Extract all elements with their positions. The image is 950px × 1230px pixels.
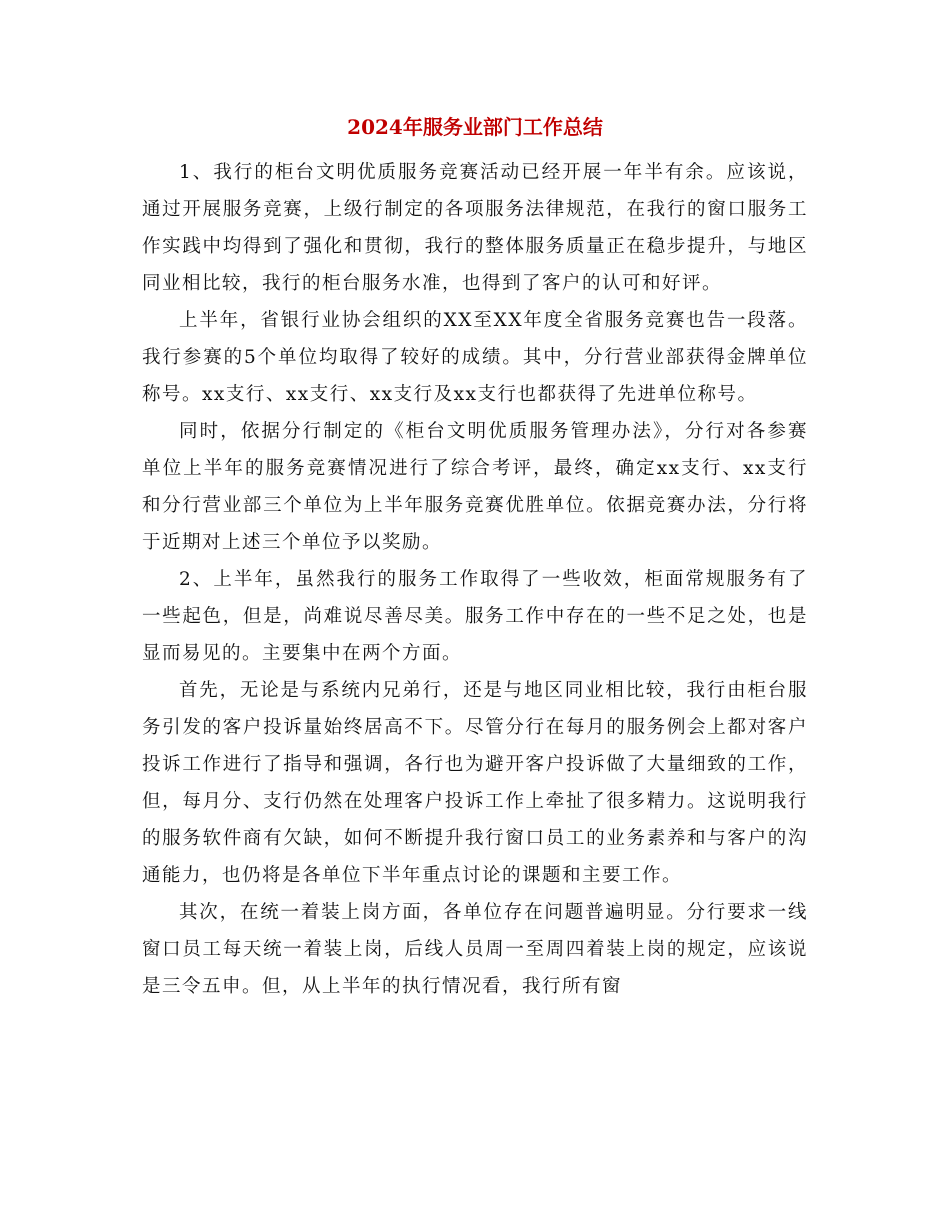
paragraph-2: 上半年，省银行业协会组织的XX至XX年度全省服务竞赛也告一段落。我行参赛的5个单位均取得了较好的成绩。其中，分行营业部获得金牌单位称号。xx支行、xx支行、xx支行及xx支行也都获得了先进单位称号。 bbox=[142, 310, 808, 405]
document-title: 2024年服务业部门工作总结 bbox=[347, 115, 603, 139]
paragraph-3: 同时，依据分行制定的《柜台文明优质服务管理办法》，分行对各参赛单位上半年的服务竞赛情况进行了综合考评，最终，确定xx支行、xx支行和分行营业部三个单位为上半年服务竞赛优胜单位。依据竞赛办法，分行将于近期对上述三个单位予以奖励。 bbox=[142, 421, 808, 553]
paragraph-1: 1、我行的柜台文明优质服务竞赛活动已经开展一年半有余。应该说，通过开展服务竞赛，上级行制定的各项服务法律规范，在我行的窗口服务工作实践中均得到了强化和贯彻，我行的整体服务质量正在稳步提升，与地区同业相比较，我行的柜台服务水准，也得到了客户的认可和好评。 bbox=[142, 162, 808, 294]
document-body bbox=[142, 154, 808, 1005]
paragraph-5: 首先，无论是与系统内兄弟行，还是与地区同业相比较，我行由柜台服务引发的客户投诉量始终居高不下。尽管分行在每月的服务例会上都对客户投诉工作进行了指导和强调，各行也为避开客户投诉做了大量细致的工作，但，每月分、支行仍然在处理客户投诉工作上牵扯了很多精力。这说明我行的服务软件商有欠缺，如何不断提升我行窗口员工的业务素养和与客户的沟通能力，也仍将是各单位下半年重点讨论的课题和主要工作。 bbox=[142, 680, 808, 886]
paragraph-6: 其次，在统一着装上岗方面，各单位存在问题普遍明显。分行要求一线窗口员工每天统一着装上岗，后线人员周一至周四着装上岗的规定，应该说是三令五申。但，从上半年的执行情况看，我行所有窗 bbox=[142, 902, 808, 997]
paragraph-4: 2、上半年，虽然我行的服务工作取得了一些收效，柜面常规服务有了一些起色，但是，尚难说尽善尽美。服务工作中存在的一些不足之处，也是显而易见的。主要集中在两个方面。 bbox=[142, 569, 808, 664]
